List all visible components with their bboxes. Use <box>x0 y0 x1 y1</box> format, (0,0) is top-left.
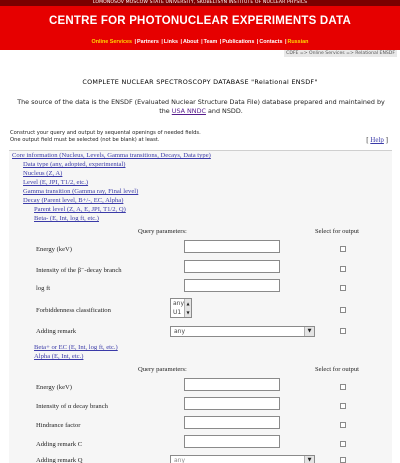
tree-decay[interactable]: Decay (Parent level, B+/-, EC, Alpha) <box>23 197 124 204</box>
tree-parent-level[interactable]: Parent level (Z, A, E, JPI, T1/2, Q) <box>34 206 126 213</box>
nav-separator: | <box>161 39 163 45</box>
bracket-open: [ <box>366 136 369 144</box>
beta-remark-label: Adding remark <box>36 328 77 335</box>
query-panel <box>9 150 392 463</box>
listbox-scrollbar[interactable] <box>184 299 191 317</box>
beta-logft-output-checkbox[interactable] <box>340 285 346 291</box>
forbiddenness-listbox[interactable] <box>170 298 192 318</box>
alpha-intensity-output-checkbox[interactable] <box>340 403 346 409</box>
usa-nndc-link[interactable]: USA NNDC <box>171 107 206 115</box>
nav-about[interactable]: About <box>183 39 199 45</box>
tree-nucleus[interactable]: Nucleus (Z, A) <box>23 170 63 177</box>
page-title: COMPLETE NUCLEAR SPECTROSCOPY DATABASE "Relational ENSDF" <box>82 78 318 86</box>
nav-russian[interactable]: Russian <box>287 39 309 45</box>
alpha-intensity-input[interactable] <box>184 397 280 410</box>
beta-energy-output-checkbox[interactable] <box>340 246 346 252</box>
help-link-wrapper <box>366 136 388 144</box>
breadcrumb: CDFE => Online Services => Relational ENSDF <box>286 51 395 56</box>
alpha-intensity-label: Intensity of α decay branch <box>36 403 108 410</box>
alpha-remark-c-input[interactable] <box>184 435 280 448</box>
chevron-down-icon[interactable]: ▼ <box>304 456 314 463</box>
alpha-remark-q-select[interactable] <box>170 455 315 463</box>
nav-separator: | <box>284 39 287 45</box>
alpha-remark-c-label: Adding remark C <box>36 441 83 448</box>
source-text: The source of the data is the ENSDF (Evaluated Nuclear Structure Data File) database prepared and maintained by the <box>17 98 385 115</box>
tree-beta-plus-ec[interactable]: Beta+ or EC (E, Int, log ft, etc.) <box>34 344 118 351</box>
forbiddenness-option-u1[interactable]: U1 <box>173 309 182 316</box>
scroll-up-icon[interactable]: ▲ <box>186 301 190 306</box>
nav-publications[interactable]: Publications <box>222 39 255 45</box>
site-banner <box>0 6 400 50</box>
beta-intensity-label: Intensity of the β⁻-decay branch <box>36 267 122 274</box>
nav-team[interactable]: Team <box>203 39 218 45</box>
source-description <box>14 98 388 116</box>
site-title: CENTRE FOR PHOTONUCLEAR EXPERIMENTS DATA <box>49 15 351 27</box>
select-output-header: Select for output <box>315 366 359 373</box>
alpha-remark-c-output-checkbox[interactable] <box>340 441 346 447</box>
tree-alpha[interactable]: Alpha (E, Int, etc.) <box>34 353 84 360</box>
nav-contacts[interactable]: Contacts <box>259 39 283 45</box>
alpha-energy-input[interactable] <box>184 378 280 391</box>
forbiddenness-option-any[interactable]: any <box>173 300 185 307</box>
tree-gamma-transition[interactable]: Gamma transition (Gamma ray, Final level) <box>23 188 139 195</box>
alpha-remark-q-value: any <box>174 457 186 463</box>
instructions-line-2: One output field must be selected (not be blank) at least. <box>10 136 160 143</box>
nav-separator: | <box>180 39 182 45</box>
beta-logft-label: log ft <box>36 285 51 292</box>
beta-intensity-output-checkbox[interactable] <box>340 266 346 272</box>
query-parameters-header: Query parameters: <box>138 228 187 235</box>
beta-energy-label: Energy (keV) <box>36 246 72 253</box>
bracket-close: ] <box>385 136 388 144</box>
institute-bar: LOMONOSOV MOSCOW STATE UNIVERSITY, SKOBELTSYN INSTITUTE OF NUCLEAR PHYSICS <box>0 0 400 6</box>
beta-remark-value: any <box>174 328 186 335</box>
alpha-remark-q-output-checkbox[interactable] <box>340 457 346 463</box>
scroll-down-icon[interactable]: ▼ <box>186 310 190 315</box>
query-parameters-header: Query parameters: <box>138 366 187 373</box>
nav-separator: | <box>256 39 259 45</box>
tree-core-information[interactable]: Core information (Nucleus, Levels, Gamma transitions, Decays, Data type) <box>12 152 211 159</box>
instructions <box>10 130 201 143</box>
chevron-down-icon[interactable]: ▼ <box>304 327 314 336</box>
alpha-hindrance-input[interactable] <box>184 416 280 429</box>
alpha-remark-q-label: Adding remark Q <box>36 457 83 463</box>
beta-forbiddenness-output-checkbox[interactable] <box>340 307 346 313</box>
source-text-end: and NSDD. <box>205 107 243 115</box>
beta-remark-select[interactable] <box>170 326 315 337</box>
alpha-energy-output-checkbox[interactable] <box>340 384 346 390</box>
nav-partners[interactable]: Partners <box>137 39 159 45</box>
tree-data-type[interactable]: Data type (any, adopted, experimental) <box>23 161 126 168</box>
beta-forbiddenness-label: Forbiddenness classification <box>36 307 111 314</box>
tree-level[interactable]: Level (E, JPI, T1/2, etc.) <box>23 179 89 186</box>
select-output-header: Select for output <box>315 228 359 235</box>
nav-separator: | <box>219 39 222 45</box>
nav-separator: | <box>201 39 203 45</box>
beta-energy-input[interactable] <box>184 240 280 253</box>
alpha-hindrance-output-checkbox[interactable] <box>340 422 346 428</box>
tree-beta-minus[interactable]: Beta- (E, Int, log ft, etc.) <box>34 215 99 222</box>
instructions-line-1: Construct your query and output by sequental openings of needed fields. <box>10 130 201 136</box>
beta-logft-input[interactable] <box>184 279 280 292</box>
nav-links[interactable]: Links <box>163 39 178 45</box>
beta-intensity-input[interactable] <box>184 260 280 273</box>
help-link[interactable]: Help <box>370 136 384 144</box>
nav-online-services[interactable]: Online Services <box>91 39 132 45</box>
main-nav <box>0 39 400 45</box>
alpha-energy-label: Energy (keV) <box>36 384 72 391</box>
nav-separator: | <box>134 39 136 45</box>
beta-remark-output-checkbox[interactable] <box>340 328 346 334</box>
alpha-hindrance-label: Hindrance factor <box>36 422 81 429</box>
